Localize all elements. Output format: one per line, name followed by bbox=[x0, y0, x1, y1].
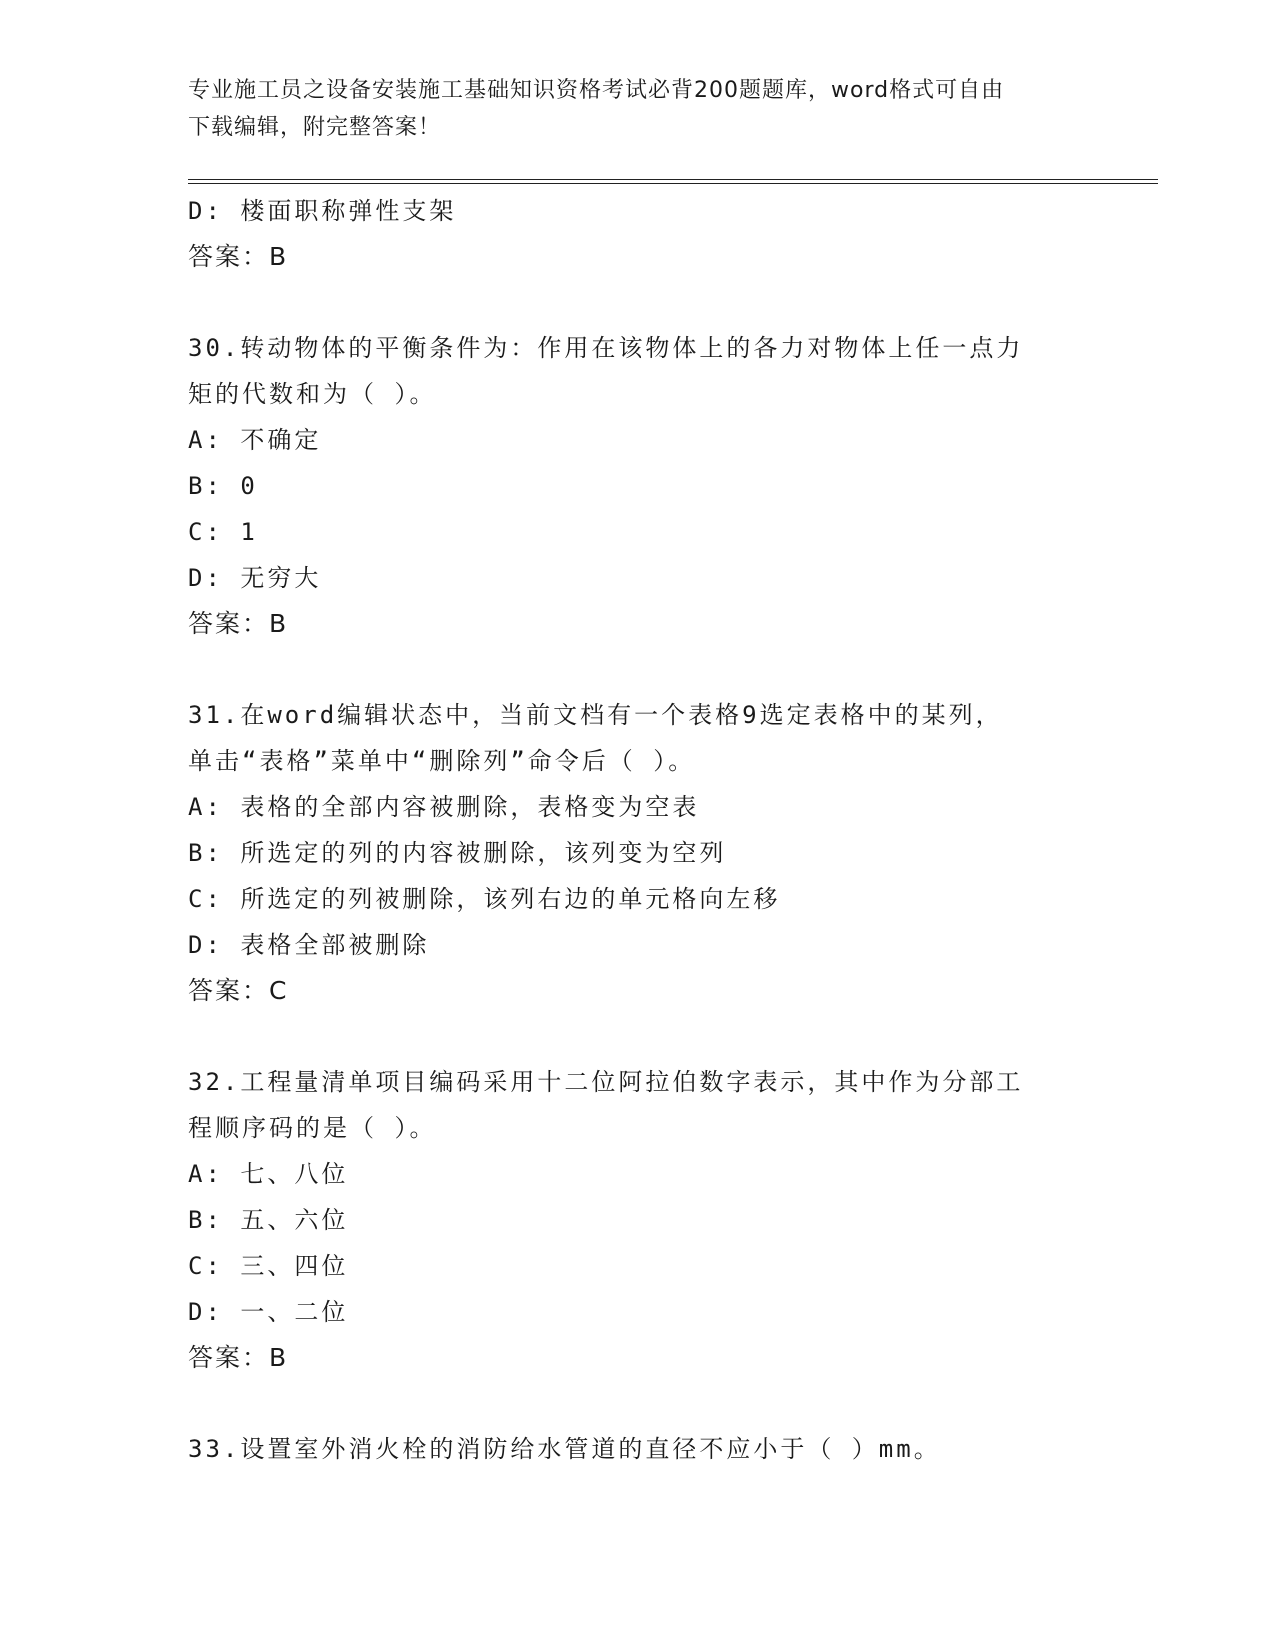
question-list bbox=[188, 188, 1088, 1472]
header-divider-top bbox=[188, 179, 1158, 180]
answer-label: 答案：B bbox=[188, 1343, 289, 1372]
option-c: C: 所选定的列被删除，该列右边的单元格向左移 bbox=[188, 885, 781, 913]
option-d: D: 一、二位 bbox=[188, 1298, 349, 1326]
question-stem-line: 30.转动物体的平衡条件为：作用在该物体上的各力对物体上任一点力 bbox=[188, 334, 1024, 362]
question-stem-line: 32.工程量清单项目编码采用十二位阿拉伯数字表示，其中作为分部工 bbox=[188, 1068, 1024, 1096]
question-stem-line: 单击“表格”菜单中“删除列”命令后（ ）。 bbox=[188, 747, 696, 775]
question-stem-line: 33.设置室外消火栓的消防给水管道的直径不应小于（ ）mm。 bbox=[188, 1435, 941, 1463]
answer-label: 答案：C bbox=[188, 976, 289, 1005]
option-b: B: 五、六位 bbox=[188, 1206, 349, 1234]
question-31 bbox=[188, 692, 1088, 1014]
question-stem-line: 31.在word编辑状态中，当前文档有一个表格9选定表格中的某列， bbox=[188, 701, 1003, 729]
question-stem-line: 矩的代数和为（ ）。 bbox=[188, 380, 437, 408]
option-d: D: 无穷大 bbox=[188, 564, 322, 592]
answer-label: 答案：B bbox=[188, 609, 289, 638]
option-c: C: 三、四位 bbox=[188, 1252, 349, 1280]
question-33 bbox=[188, 1426, 1088, 1472]
carryover-option-d: D: 楼面职称弹性支架 bbox=[188, 197, 457, 225]
option-b: B: 所选定的列的内容被删除，该列变为空列 bbox=[188, 839, 727, 867]
header-line-1: 专业施工员之设备安装施工基础知识资格考试必背200题题库，word格式可自由 bbox=[188, 78, 1005, 103]
question-stem-line: 程顺序码的是（ ）。 bbox=[188, 1114, 437, 1142]
option-a: A: 表格的全部内容被删除，表格变为空表 bbox=[188, 793, 700, 821]
carryover-answer: 答案：B bbox=[188, 242, 289, 271]
option-a: A: 不确定 bbox=[188, 426, 322, 454]
option-b: B: 0 bbox=[188, 472, 258, 500]
option-a: A: 七、八位 bbox=[188, 1160, 349, 1188]
option-d: D: 表格全部被删除 bbox=[188, 931, 430, 959]
question-30 bbox=[188, 325, 1088, 647]
option-c: C: 1 bbox=[188, 518, 258, 546]
question-32 bbox=[188, 1059, 1088, 1381]
header-divider-bottom bbox=[188, 183, 1158, 184]
document-header bbox=[188, 72, 1088, 146]
header-line-2: 下载编辑，附完整答案！ bbox=[188, 115, 442, 140]
